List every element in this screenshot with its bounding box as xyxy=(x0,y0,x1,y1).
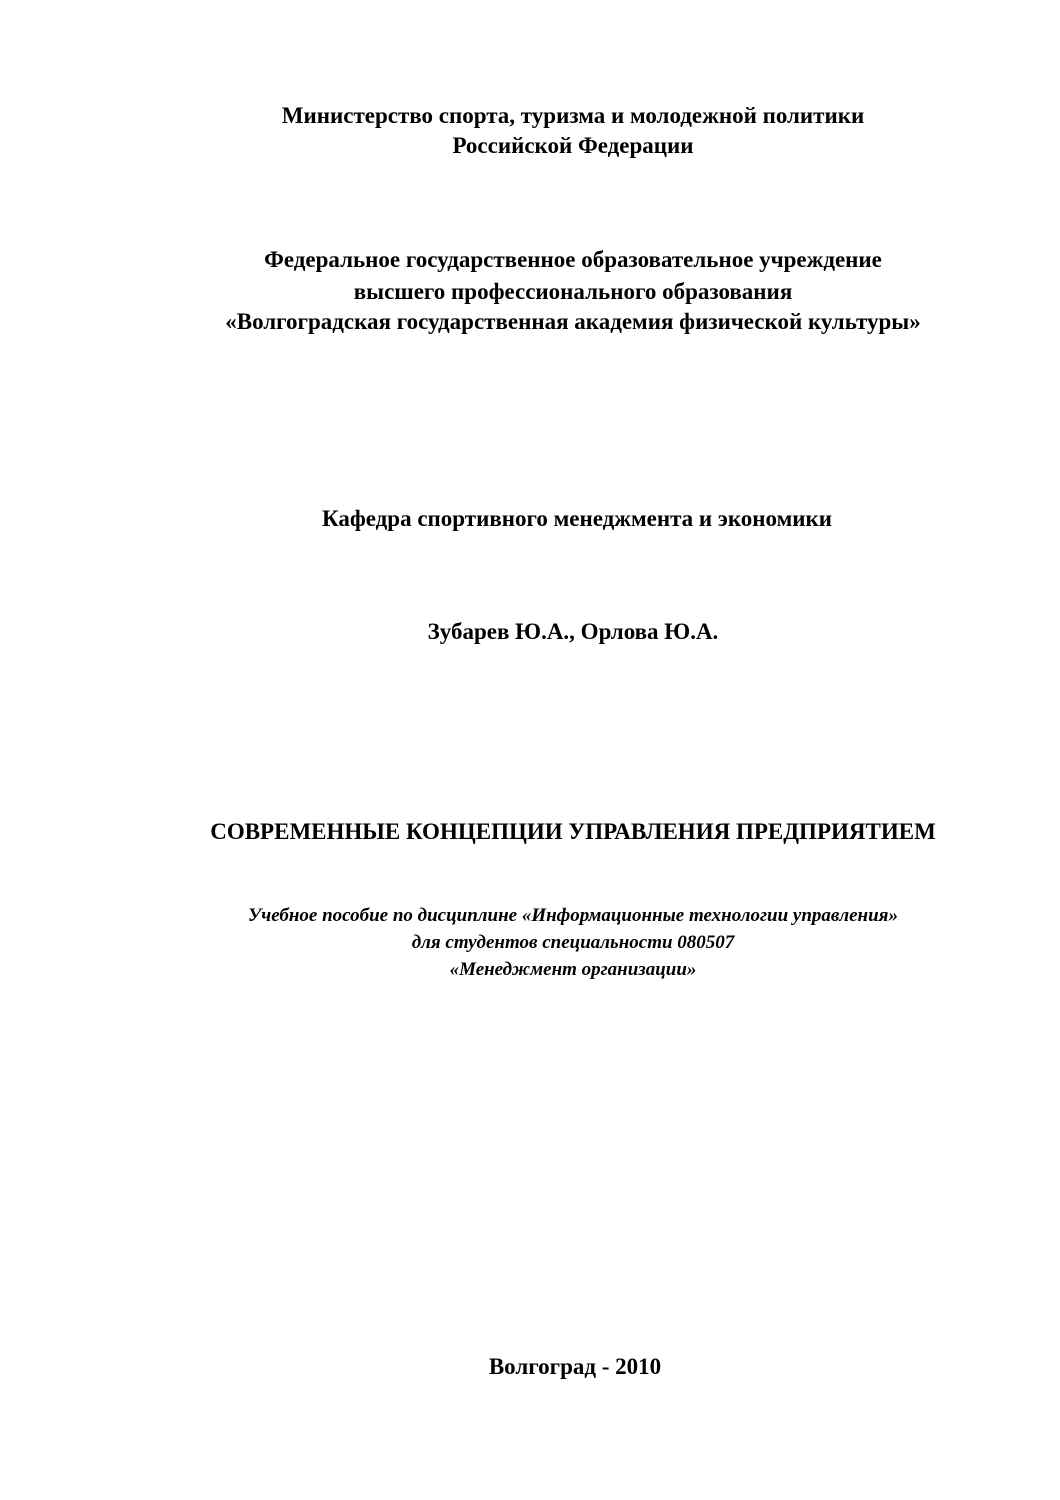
institution-line-2: высшего профессионального образования xyxy=(353,279,793,304)
department-name: Кафедра спортивного менеджмента и экономики xyxy=(321,506,833,531)
ministry-line-1: Министерство спорта, туризма и молодежной политики xyxy=(281,103,865,128)
book-title: СОВРЕМЕННЫЕ КОНЦЕПЦИИ УПРАВЛЕНИЯ ПРЕДПРИЯТИЕМ xyxy=(210,819,936,844)
subtitle-line-3: «Менеджмент организации» xyxy=(449,959,697,980)
subtitle-line-2: для студентов специальности 080507 xyxy=(411,932,735,953)
institution-line-1: Федеральное государственное образовательное учреждение xyxy=(264,247,882,272)
subtitle-line-1: Учебное пособие по дисциплине «Информационные технологии управления» xyxy=(248,905,898,926)
place-and-year: Волгоград - 2010 xyxy=(488,1354,662,1379)
authors: Зубарев Ю.А., Орлова Ю.А. xyxy=(427,619,719,644)
ministry-line-2: Российской Федерации xyxy=(452,133,694,158)
institution-line-3: «Волгоградская государственная академия физической культуры» xyxy=(225,309,921,334)
